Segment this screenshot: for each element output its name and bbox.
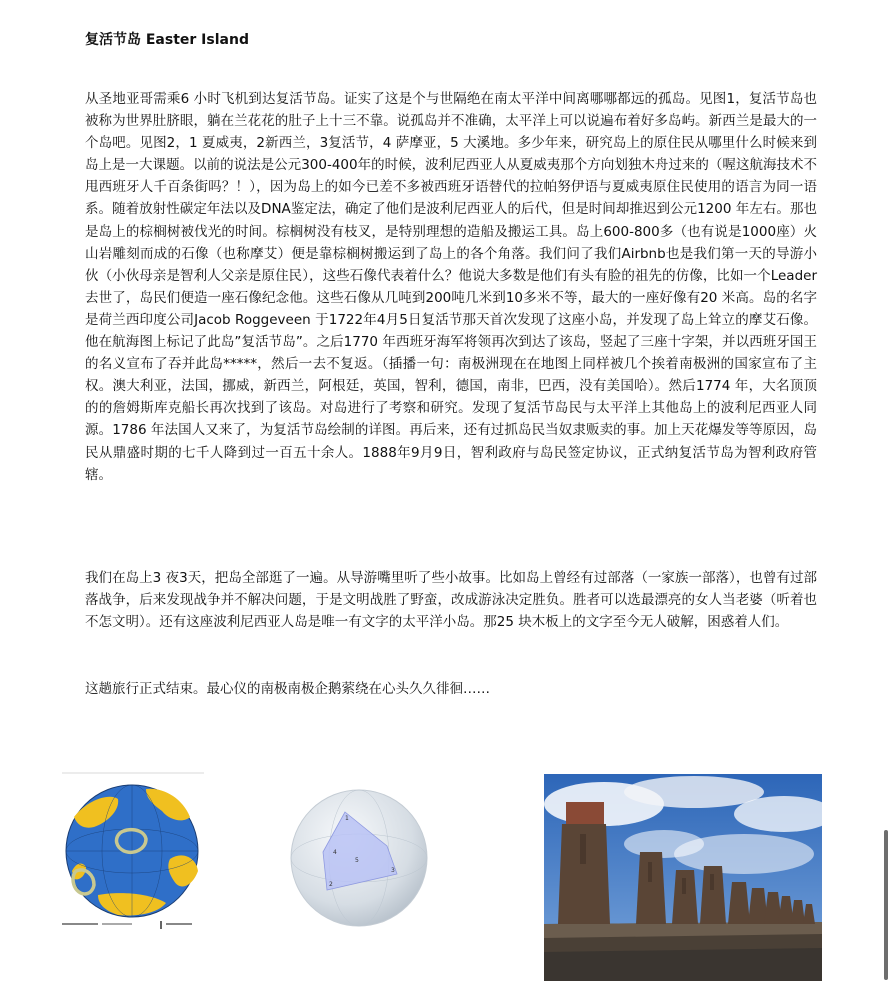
moai-statues-photo <box>544 774 822 981</box>
figure-1-globe-map <box>58 771 206 936</box>
paragraph-history: 从圣地亚哥需乘6 小时飞机到达复活节岛。证实了这是个与世隔绝在南太平洋中间离哪哪都远的孤岛。见图1，复活节岛也被称为世界肚脐眼，躺在兰花花的肚子上十三不靠。说孤岛并不准确，太平洋上可以说遍布着好多岛屿。新西兰是最大的一个岛吧。见图2，1 夏威夷，2新西兰，3复活节，4 萨摩亚，5 大溪地。多少年来，研究岛上的原住民从哪里什么时候来到岛上是一大课题。以前的说法是公元300-400年的时候，波利尼西亚人从夏威夷那个方向划独木舟过来的（喔这航海技术不甩西班牙人千百条街吗？！），因为岛上的如今已差不多被西班牙语替代的拉帕努伊语与夏威夷原住民使用的语言为同一语系。随着放射性碳定年法以及DNA鉴定法，确定了他们是波利尼西亚人的后代，但是时间却推迟到公元1200 年左右。那也是岛上的棕榈树被伐光的时间。棕榈树没有枝叉，是特别理想的造船及搬运工具。岛上600-800多（也有说是1000座）火山岩雕刻而成的石像（也称摩艾）便是靠棕榈树搬运到了岛上的各个角落。我们问了我们Airbnb也是我们第一天的导游小伙（小伙母亲是智利人父亲是原住民），这些石像代表着什么？他说大多数是他们有头有脸的祖先的仿像，比如一个Leader 去世了，岛民们便造一座石像纪念他。这些石像从几吨到200吨几米到10多米不等，最大的一座好像有20 米高。岛的名字是荷兰西印度公司Jacob Roggeveen 于1722年4月5日复活节那天首次发现了这座小岛，并发现了岛上耸立的摩艾石像。他在航海图上标记了此岛”复活节岛”。之后1770 年西班牙海军将领再次到达了该岛，竖起了三座十字架，并以西班牙国王的名义宣布了吞并此岛*****，然后一去不复返。（插播一句：南极洲现在在地图上同样被几个挨着南极洲的国家宣布了主权。澳大利亚，法国，挪威，新西兰，阿根廷，英国，智利，德国，南非，巴西，没有美国哈）。然后1774 年，大名顶顶的的詹姆斯库克船长再次找到了该岛。对岛进行了考察和研究。发现了复活节岛民与太平洋上其他岛上的波利尼西亚人同源。1786 年法国人又来了，为复活节岛绘制的详图。再后来，还有过抓岛民当奴隶贩卖的事。加上天花爆发等等原因，岛民从鼎盛时期的七千人降到过一百五十余人。1888年9月9日，智利政府与岛民签定协议，正式纳复活节岛为智利政府管辖。 <box>85 91 817 483</box>
globe2-label-2: 2 <box>329 881 333 888</box>
page-title: 复活节岛 Easter Island <box>85 32 249 48</box>
paragraph-stay: 我们在岛上3 夜3天，把岛全部逛了一遍。从导游嘴里听了些小故事。比如岛上曾经有过部落（一家族一部落），也曾有过部落战争，后来发现战争并不解决问题，于是文明战胜了野蛮，改成游泳决定胜负。胜者可以选最漂亮的女人当老婆（听着也不怎文明）。还有这座波利尼西亚人岛是唯一有文字的太平洋小岛。那25 块木板上的文字至今无人破解，困惑着人们。 <box>85 570 817 631</box>
figure-2-polynesia-triangle-globe <box>287 786 431 930</box>
paragraph-ending: 这趟旅行正式结束。最心仪的南极南极企鹅萦绕在心头久久徘徊…… <box>85 681 490 697</box>
globe2-label-3: 3 <box>391 867 395 874</box>
globe2-label-4: 4 <box>333 849 337 856</box>
vertical-scrollbar[interactable] <box>884 830 888 980</box>
globe2-label-5: 5 <box>355 857 359 864</box>
globe2-label-1: 1 <box>345 815 349 822</box>
